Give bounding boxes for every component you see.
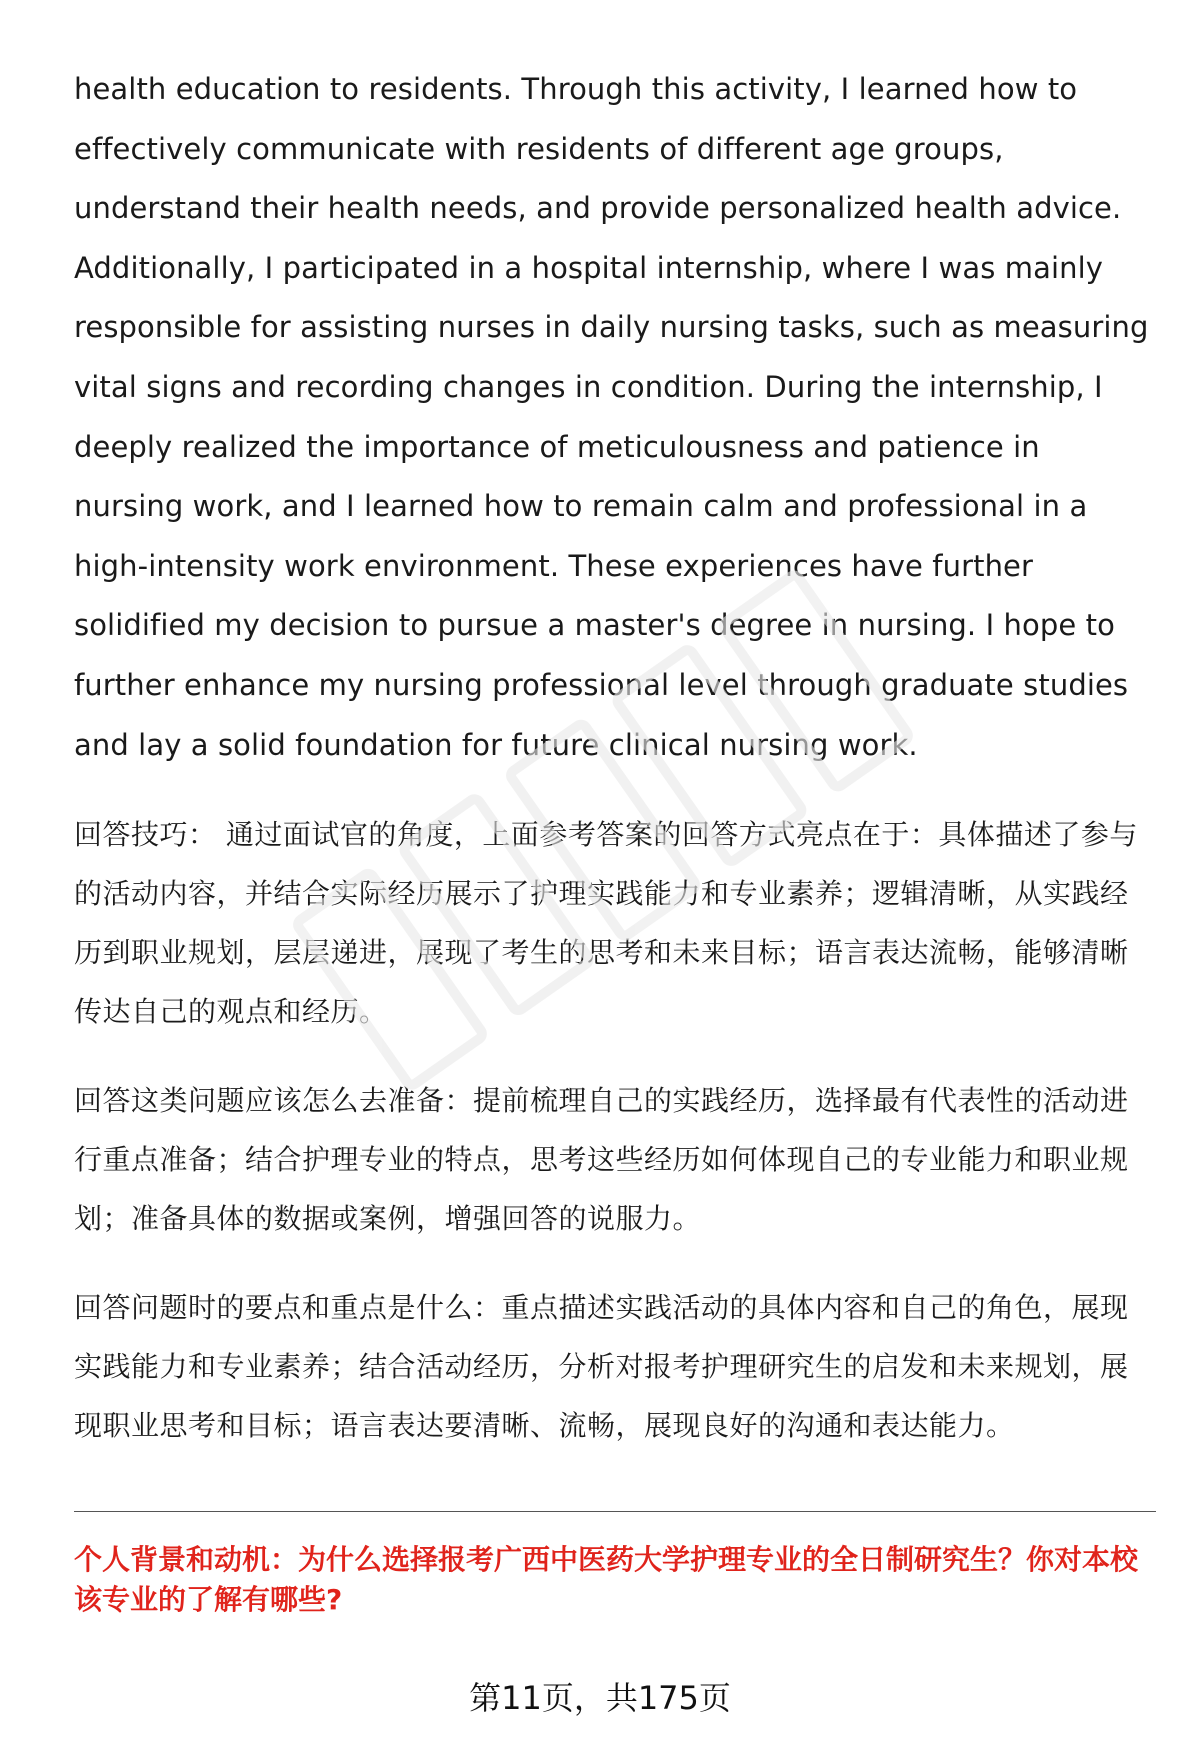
- next-question-heading: 个人背景和动机：为什么选择报考广西中医药大学护理专业的全日制研究生？你对本校该专业的了解有哪些?: [74, 1543, 1139, 1616]
- key-points-paragraph: 回答问题时的要点和重点是什么：重点描述实践活动的具体内容和自己的角色，展现实践能力和专业素养；结合活动经历，分析对报考护理研究生的启发和未来规划，展现职业思考和目标；语言表达要清晰、流畅，展现良好的沟通和表达能力。: [74, 1291, 1129, 1443]
- answer-tips-paragraph: 回答技巧： 通过面试官的角度，上面参考答案的回答方式亮点在于：具体描述了参与的活动内容，并结合实际经历展示了护理实践能力和专业素养；逻辑清晰，从实践经历到职业规划，层层递进，展现了考生的思考和未来目标；语言表达流畅，能够清晰传达自己的观点和经历。: [74, 818, 1138, 1029]
- page-number-footer: 第11页，共175页: [469, 1679, 731, 1717]
- preparation-paragraph: 回答这类问题应该怎么去准备：提前梳理自己的实践经历，选择最有代表性的活动进行重点准备；结合护理专业的特点，思考这些经历如何体现自己的专业能力和职业规划；准备具体的数据或案例，增强回答的说服力。: [74, 1084, 1129, 1236]
- page-body: [74, 60, 1156, 1455]
- section-divider: [74, 1511, 1156, 1512]
- english-answer-paragraph: health education to residents. Through this activity, I learned how to effectively communicate with residents of different age groups, understand their health needs, and provide personalized health advice. Additionally, I participated in a hospital internship, where I was mainly responsible for assisting nurses in daily nursing tasks, such as measuring vital signs and recording changes in condition. During the internship, I deeply realized the importance of meticulousness and patience in nursing work, and I learned how to remain calm and professional in a high-intensity work environment. These experiences have further solidified my decision to pursue a master's degree in nursing. I hope to further enhance my nursing professional level through graduate studies and lay a solid foundation for future clinical nursing work.: [74, 72, 1149, 762]
